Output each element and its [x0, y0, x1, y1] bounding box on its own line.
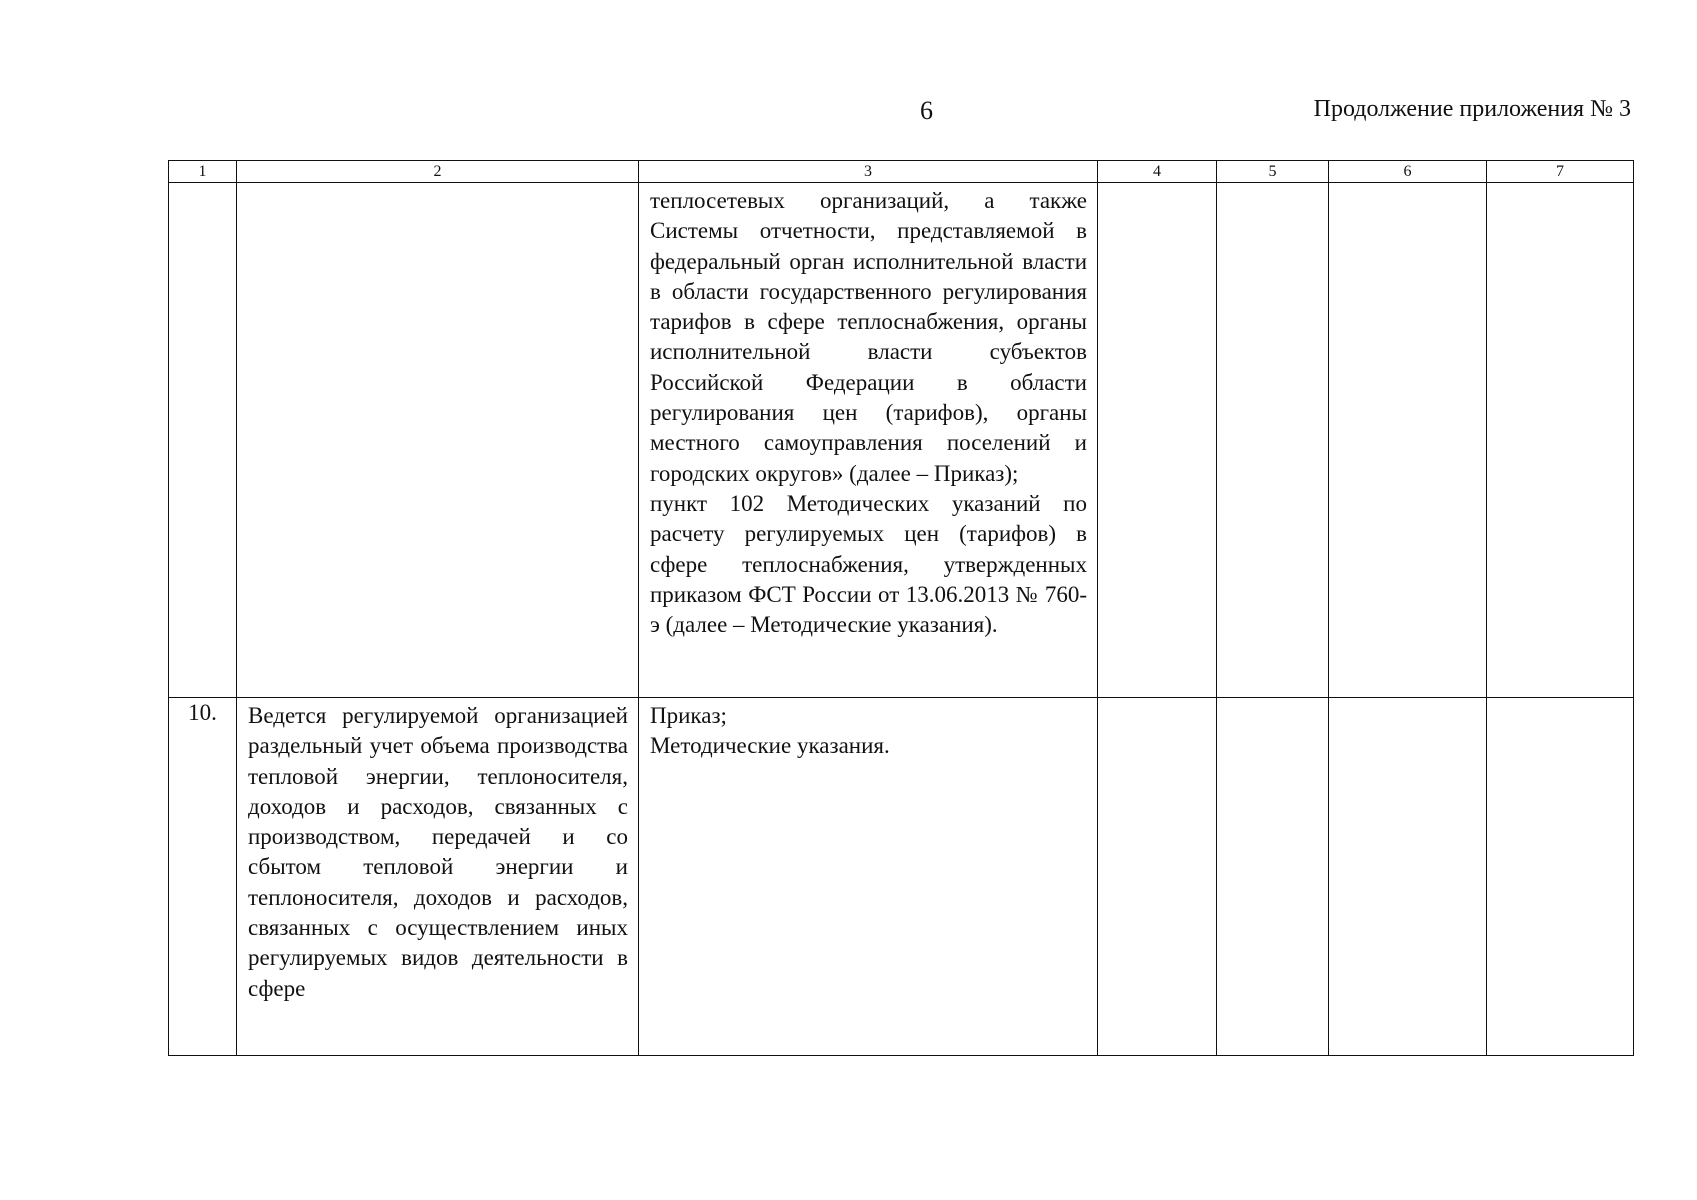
column-number: 1: [169, 161, 237, 183]
appendix-label: Продолжение приложения № 3: [1313, 96, 1631, 122]
column-number: 4: [1098, 161, 1217, 183]
column-number: 3: [639, 161, 1098, 183]
requirement-text: Ведется регулируемой организацией раздельный учет объема производства тепловой энергии, теплоносителя, доходов и расходов, связанных с производством, передачей и со сбытом тепловой энергии и теплоносителя, доходов и расходов, связанных с осуществлением иных регулируемых видов деятельности в сфере: [248, 703, 628, 1001]
requirements-table: [168, 160, 1634, 1056]
empty-cell: [1487, 698, 1634, 1056]
column-number: 2: [237, 161, 639, 183]
empty-cell: [1098, 698, 1217, 1056]
empty-cell: [1217, 698, 1329, 1056]
table-row: [169, 698, 1634, 1056]
basis-paragraph: Приказ;: [650, 703, 727, 728]
column-number: 6: [1329, 161, 1487, 183]
basis-paragraph: пункт 102 Методических указаний по расчету регулируемых цен (тарифов) в сфере теплоснабжения, утвержденных приказом ФСТ России от 13.06.2013 № 760-э (далее – Методические указания).: [650, 490, 1087, 638]
basis-paragraph: теплосетевых организаций, а также Системы отчетности, представляемой в федеральный орган исполнительной власти в области государственного регулирования тарифов в сфере теплоснабжения, органы исполнительной власти субъектов Российской Федерации в области регулирования цен (тарифов), органы местного самоуправления поселений и городских округов» (далее – Приказ);: [650, 188, 1087, 486]
page-number: 6: [920, 96, 933, 125]
column-number: 7: [1487, 161, 1634, 183]
basis-paragraph: Методические указания.: [650, 733, 890, 759]
requirement-cell: [237, 698, 639, 1056]
empty-cell: [1098, 183, 1217, 698]
basis-cell: [639, 183, 1098, 698]
requirement-text: [237, 183, 638, 186]
empty-cell: [1329, 183, 1487, 698]
column-number-row: [169, 161, 1634, 183]
table-row: [169, 183, 1634, 698]
row-number: [169, 183, 237, 698]
requirement-cell: [237, 183, 639, 698]
basis-cell: [639, 698, 1098, 1056]
empty-cell: [1329, 698, 1487, 1056]
empty-cell: [1217, 183, 1329, 698]
column-number: 5: [1217, 161, 1329, 183]
row-number: 10.: [169, 698, 237, 1056]
empty-cell: [1487, 183, 1634, 698]
